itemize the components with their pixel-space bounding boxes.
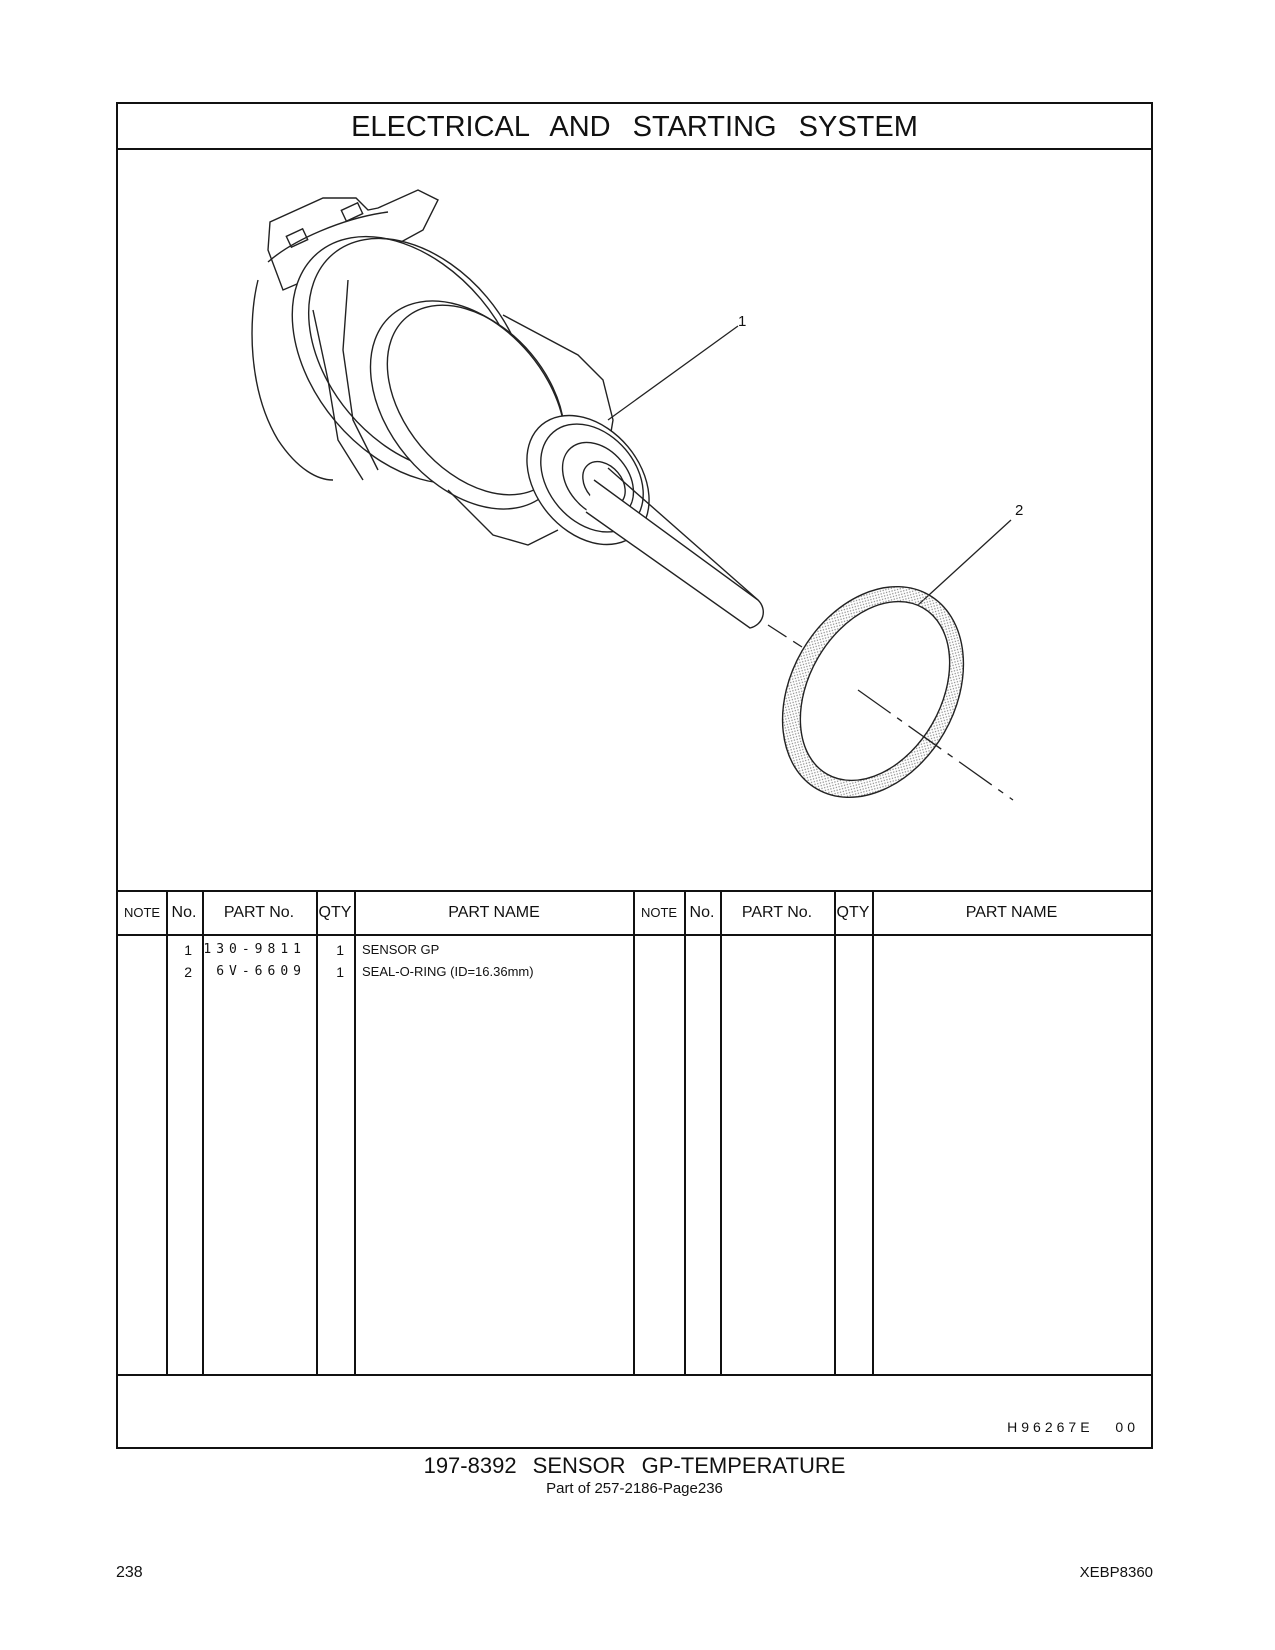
column-divider [202,890,204,1376]
page-title: ELECTRICAL AND STARTING SYSTEM [118,104,1151,150]
document-code: XEBP8360 [1079,1564,1153,1581]
column-divider [872,890,874,1376]
part-number: 6V-6609 [216,964,306,979]
parts-page-frame [116,102,1153,1449]
part-number: 130-9811 [203,942,306,957]
column-divider [354,890,356,1376]
assembly-title: 197-8392 SENSOR GP-TEMPERATURE [423,1453,846,1478]
column-divider [834,890,836,1376]
illustration-code: H96267E 00 [1007,1419,1139,1435]
col-no: No. [171,904,197,921]
column-divider [633,890,635,1376]
col-part-name: PART NAME [448,904,540,921]
column-divider [316,890,318,1376]
o-ring-illustration [746,554,1000,830]
column-divider [166,890,168,1376]
col-qty-right: QTY [836,904,870,921]
item-number: 1 [184,942,192,958]
quantity: 1 [336,964,344,980]
col-note-right: NOTE [640,905,678,920]
col-part-no: PART No. [223,904,295,921]
sensor-illustration [245,190,763,628]
quantity: 1 [336,942,344,958]
col-note: NOTE [123,905,161,920]
column-divider [720,890,722,1376]
part-name: SENSOR GP [362,942,440,957]
part-name: SEAL-O-RING (ID=16.36mm) [362,964,534,979]
col-part-name-right: PART NAME [965,904,1058,921]
page-number: 238 [116,1564,143,1581]
col-no-right: No. [689,904,715,921]
assembly-subtitle: Part of 257-2186-Page236 [546,1480,723,1497]
item-number: 2 [184,964,192,980]
col-part-no-right: PART No. [741,904,813,921]
exploded-view-drawing [118,150,1151,890]
column-divider [684,890,686,1376]
col-qty: QTY [318,904,352,921]
callout-2: 2 [1015,502,1024,519]
callout-1: 1 [738,313,747,330]
